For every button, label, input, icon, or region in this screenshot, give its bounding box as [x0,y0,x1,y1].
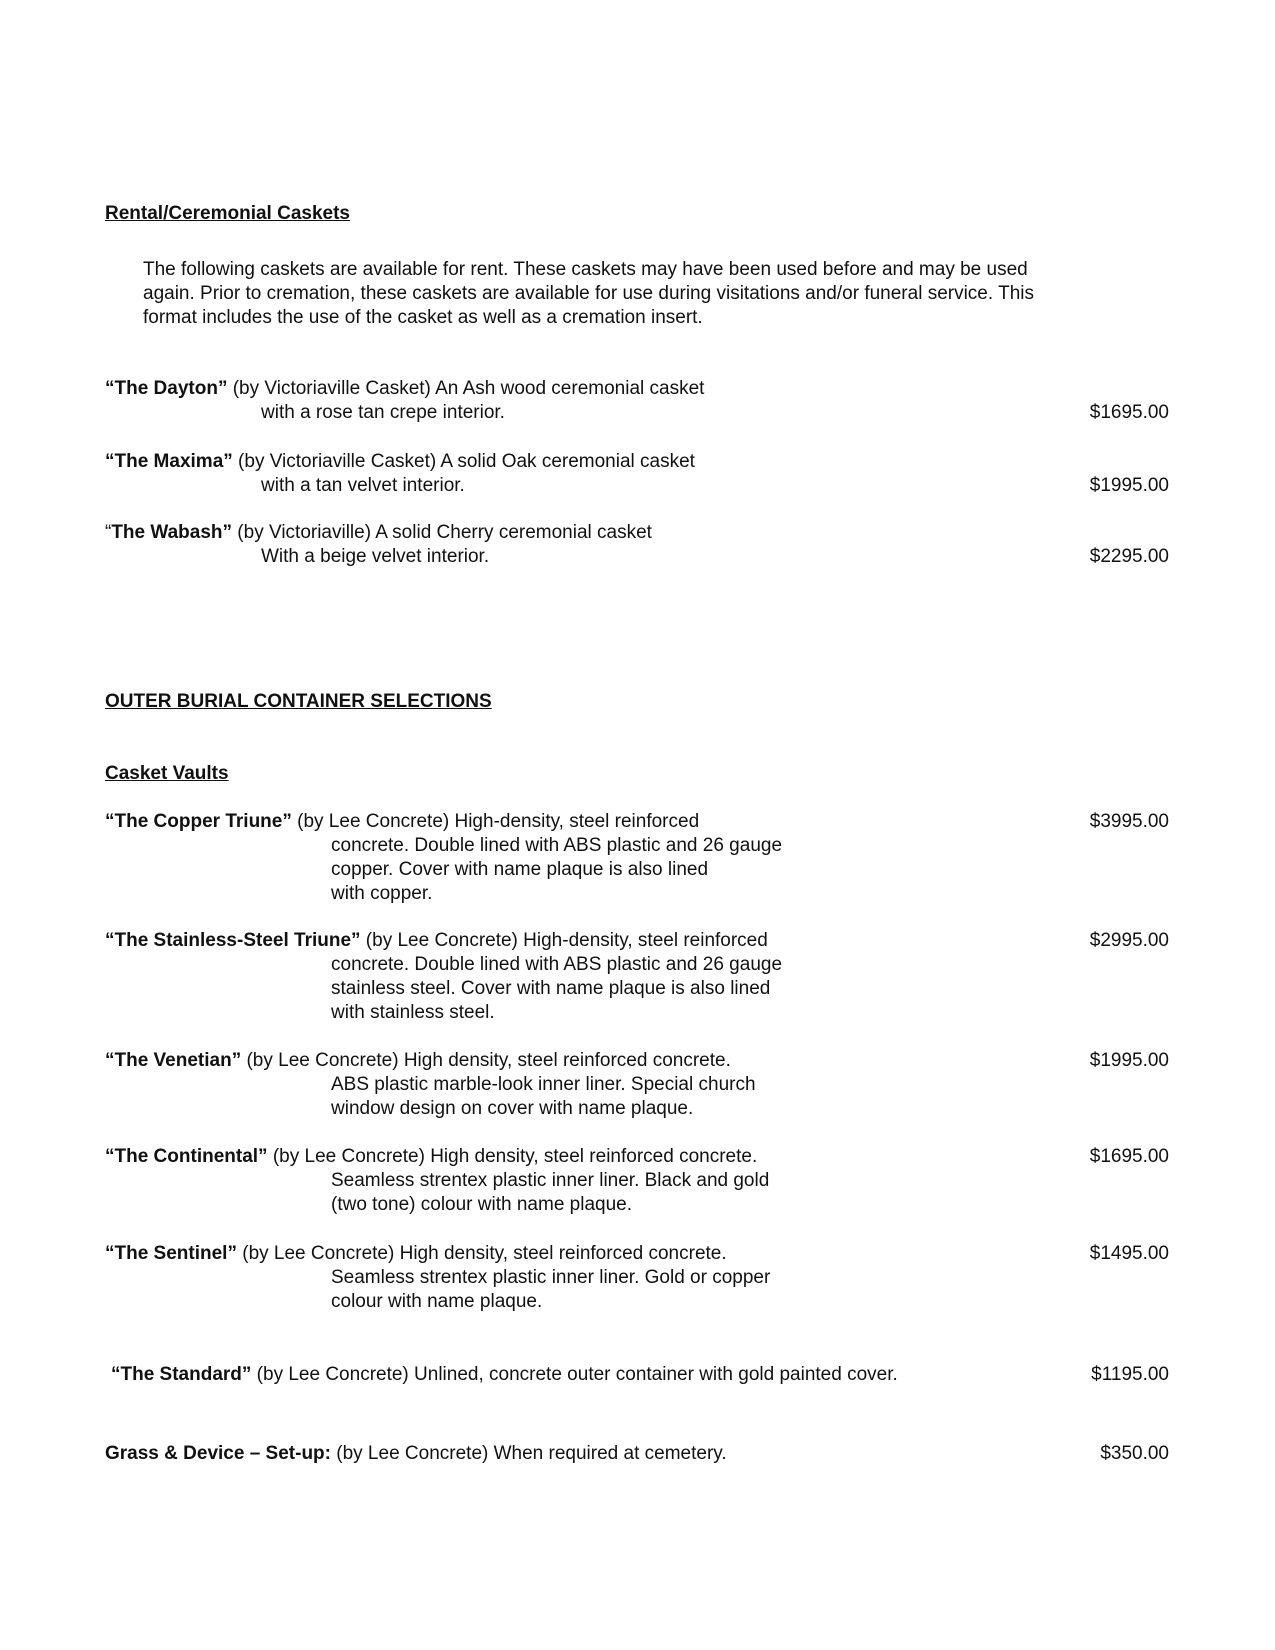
item-price: $1195.00 [1091,1364,1169,1385]
vault-item-stainless-triune [105,929,782,1025]
vault-item-sentinel [105,1242,770,1314]
item-price: $1695.00 [1089,1146,1169,1167]
item-description-line: With a beige velvet interior. [261,546,490,567]
item-price: $3995.00 [1089,811,1169,832]
item-price: $1995.00 [1089,475,1169,496]
item-description-line: window design on cover with name plaque. [331,1098,694,1119]
open-quote: “ [105,522,112,543]
item-description-line: concrete. Double lined with ABS plastic and 26 gauge [331,954,783,975]
item-description: (by Lee Concrete) High density, steel reinforced concrete. [236,1243,727,1264]
casket-item-wabash [105,521,652,569]
item-name: “The Venetian” [105,1050,242,1071]
vault-item-venetian [105,1049,756,1121]
intro-line: again. Prior to cremation, these caskets are available for use during visitations and/or funeral service. This [143,283,1034,304]
item-description-line: Seamless strentex plastic inner liner. Gold or copper [331,1267,771,1288]
item-name: “The Sentinel” [105,1243,237,1264]
casket-vaults-heading: Casket Vaults [105,763,229,784]
item-price: $1995.00 [1089,1050,1169,1071]
intro-line: format includes the use of the casket as well as a cremation insert. [143,307,703,328]
item-description-line: ABS plastic marble-look inner liner. Special church [331,1074,756,1095]
item-name: “The Standard” [111,1364,252,1385]
item-name: The Wabash” [111,522,233,543]
item-price: $2995.00 [1089,930,1169,951]
item-name: “The Dayton” [105,378,228,399]
item-description: (by Lee Concrete) High density, steel reinforced concrete. [267,1146,758,1167]
item-name: “The Maxima” [105,451,233,472]
casket-item-maxima [105,450,695,498]
item-description-line: with a rose tan crepe interior. [261,402,505,423]
item-price: $1695.00 [1089,402,1169,423]
item-description: (by Lee Concrete) High density, steel reinforced concrete. [241,1050,731,1071]
rental-intro-paragraph [143,258,1163,330]
item-description: (by Victoriaville) A solid Cherry ceremonial casket [232,522,652,543]
grass-device-setup-item [105,1442,727,1466]
item-name: “The Stainless-Steel Triune” [105,930,361,951]
item-price: $2295.00 [1089,546,1169,567]
outer-burial-heading: OUTER BURIAL CONTAINER SELECTIONS [105,691,492,712]
item-price: $1495.00 [1089,1243,1169,1264]
item-description: (by Lee Concrete) High-density, steel reinforced [291,811,700,832]
item-name: Grass & Device – Set-up: [105,1443,331,1464]
item-description-line: (two tone) colour with name plaque. [331,1194,632,1215]
item-description-line: with stainless steel. [331,1002,495,1023]
item-description-line: concrete. Double lined with ABS plastic and 26 gauge [331,835,783,856]
item-price: $350.00 [1100,1443,1169,1464]
item-description-line: with a tan velvet interior. [261,475,465,496]
item-description: (by Lee Concrete) When required at cemetery. [330,1443,727,1464]
item-description: (by Victoriaville Casket) A solid Oak ceremonial casket [232,451,695,472]
intro-line: The following caskets are available for rent. These caskets may have been used before and may be used [143,259,1028,280]
vault-item-copper-triune [105,810,782,906]
vault-item-standard [111,1363,898,1387]
item-description-line: colour with name plaque. [331,1291,543,1312]
item-description-line: with copper. [331,883,433,904]
item-description-line: copper. Cover with name plaque is also lined [331,859,709,880]
item-name: “The Continental” [105,1146,268,1167]
rental-caskets-heading: Rental/Ceremonial Caskets [105,203,350,224]
item-description: (by Victoriaville Casket) An Ash wood ceremonial casket [227,378,705,399]
vault-item-continental [105,1145,769,1217]
item-description-line: stainless steel. Cover with name plaque is also lined [331,978,771,999]
item-description: (by Lee Concrete) Unlined, concrete outer container with gold painted cover. [251,1364,898,1385]
item-description-line: Seamless strentex plastic inner liner. Black and gold [331,1170,770,1191]
casket-item-dayton [105,377,704,425]
item-name: “The Copper Triune” [105,811,292,832]
item-description: (by Lee Concrete) High-density, steel reinforced [360,930,768,951]
